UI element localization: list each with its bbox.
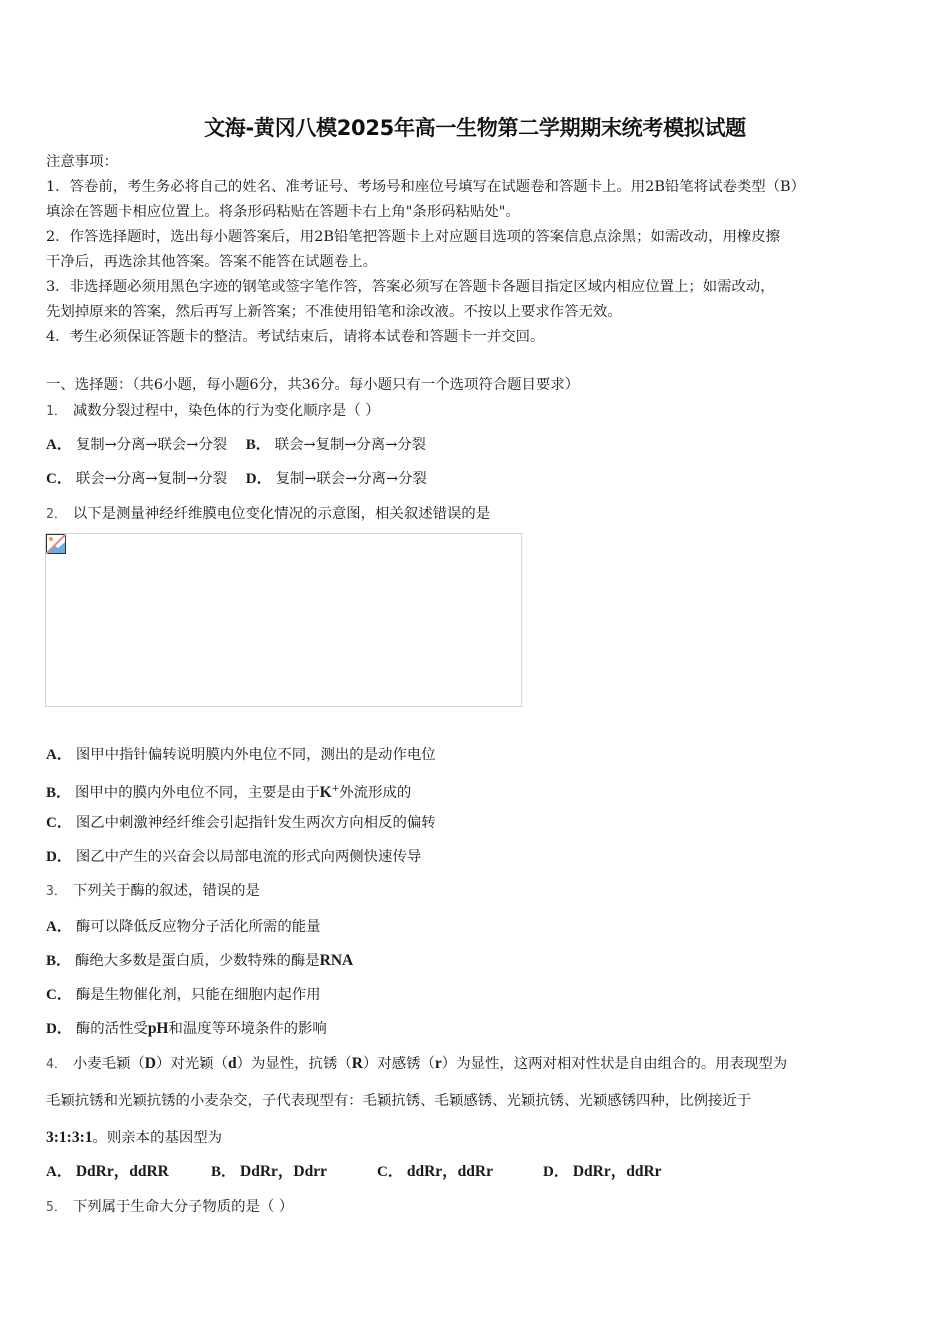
option-letter: C． (46, 987, 72, 1003)
gene-symbol: r (434, 1055, 442, 1072)
option-letter: B． (46, 953, 72, 969)
question-number: 4． (46, 1057, 67, 1072)
option-text: 图甲中指针偏转说明膜内外电位不同，测出的是动作电位 (75, 747, 436, 763)
section-heading: 一、选择题：（共6小题，每小题6分，共36分。每小题只有一个选项符合题目要求） (46, 377, 580, 393)
option-text: DdRr，ddRr (572, 1163, 662, 1180)
option-letter: B． (46, 784, 72, 801)
question-number: 1． (46, 404, 67, 419)
question-text: 小麦毛颖（ (72, 1056, 145, 1072)
question-2-option-d[interactable] (46, 846, 421, 868)
option-d[interactable] (543, 1161, 662, 1183)
option-text: 图甲中的膜内外电位不同，主要是由于 (75, 784, 320, 801)
question-text: 。则亲本的基因型为 (92, 1130, 223, 1146)
option-letter: C． (46, 815, 72, 831)
question-number: 5． (46, 1200, 67, 1215)
option-text: ddRr，ddRr (406, 1163, 493, 1180)
notice-line: 3．非选择题必须用黑色字迹的钢笔或签字笔作答，答案必须写在答题卡各题目指定区域内相应位置上；如需改动， (46, 279, 775, 295)
option-letter: A． (46, 919, 72, 935)
option-letter: D． (46, 849, 72, 865)
notice-line: 2．作答选择题时，选出每小题答案后，用2B铅笔把答题卡上对应题目选项的答案信息点涂黑；如需改动，用橡皮擦 (46, 229, 781, 245)
option-letter: C． (46, 471, 72, 487)
option-text: 图乙中刺激神经纤维会引起指针发生两次方向相反的偏转 (75, 815, 436, 831)
question-4-options-row (46, 1161, 662, 1183)
notice-section (46, 150, 906, 350)
ion-symbol: K (319, 783, 332, 801)
option-letter: A． (46, 747, 72, 763)
document-title: 文海-黄冈八模2025年高一生物第二学期期末统考模拟试题 (204, 116, 746, 140)
option-text: 酶的活性受 (75, 1021, 148, 1037)
option-letter: D． (46, 1021, 72, 1037)
question-3-option-d[interactable] (46, 1018, 327, 1040)
option-a[interactable] (46, 434, 227, 456)
option-text: 图乙中产生的兴奋会以局部电流的形式向两侧快速传导 (75, 849, 422, 865)
option-letter: D． (543, 1164, 569, 1180)
option-text: 酶是生物催化剂，只能在细胞内起作用 (75, 987, 321, 1003)
option-a[interactable] (46, 1161, 211, 1183)
question-text: 减数分裂过程中，染色体的行为变化顺序是（ ） (72, 403, 380, 419)
option-letter: B． (245, 437, 271, 453)
notice-line: 填涂在答题卡相应位置上。将条形码粘贴在答题卡右上角"条形码粘贴处"。 (46, 204, 520, 220)
option-letter: A． (46, 1164, 72, 1180)
ion-charge: + (331, 784, 340, 794)
question-3-stem (46, 880, 260, 903)
question-1-options-row-1 (46, 434, 426, 456)
option-text: 复制→联会→分离→分裂 (275, 471, 427, 487)
question-text: 以下是测量神经纤维膜电位变化情况的示意图，相关叙述错误的是 (72, 506, 491, 522)
question-3-option-a[interactable] (46, 916, 321, 938)
option-text: 复制→分离→联会→分裂 (75, 437, 228, 453)
question-1-options-row-2 (46, 468, 427, 490)
option-text: DdRr，Ddrr (240, 1163, 327, 1180)
option-text: 联会→复制→分离→分裂 (274, 437, 427, 453)
option-letter: C． (377, 1164, 403, 1180)
question-text: ）为显性，抗锈（ (236, 1056, 352, 1072)
gene-symbol: D (144, 1055, 156, 1072)
question-4-stem-line-3 (46, 1127, 222, 1149)
option-latin-term: RNA (319, 952, 354, 969)
question-number: 3． (46, 884, 67, 899)
question-2-stem (46, 503, 490, 526)
option-letter: D． (245, 471, 272, 487)
question-text: 下列关于酶的叙述，错误的是 (72, 883, 260, 899)
notice-line: 1．答卷前，考生务必将自己的姓名、准考证号、考场号和座位号填写在试题卷和答题卡上。用2B铅笔将试卷类型（B） (46, 179, 805, 195)
question-1-stem (46, 400, 380, 423)
question-4-stem-line-1 (46, 1053, 787, 1076)
option-text: 酶绝大多数是蛋白质，少数特殊的酶是 (75, 953, 320, 969)
option-c[interactable] (377, 1161, 543, 1183)
notice-line: 4．考生必须保证答题卡的整洁。考试结束后，请将本试卷和答题卡一并交回。 (46, 329, 545, 345)
question-2-option-b[interactable] (46, 778, 411, 804)
option-text: 外流形成的 (339, 784, 412, 801)
notice-line: 干净后，再选涂其他答案。答案不能答在试题卷上。 (46, 254, 377, 270)
option-text: 酶可以降低反应物分子活化所需的能量 (75, 919, 321, 935)
option-letter: A． (46, 437, 72, 453)
option-b[interactable] (246, 434, 426, 456)
question-2-figure-placeholder (45, 533, 522, 707)
option-latin-term: pH (147, 1020, 169, 1037)
question-text: ）为显性，这两对相对性状是自由组合的。用表现型为 (441, 1056, 788, 1072)
option-c[interactable] (46, 468, 227, 490)
question-2-option-c[interactable] (46, 812, 436, 834)
option-text: DdRr，ddRR (75, 1163, 169, 1180)
notice-heading: 注意事项： (46, 154, 118, 170)
question-4-stem-line-2: 毛颖抗锈和光颖抗锈的小麦杂交，子代表现型有：毛颖抗锈、毛颖感锈、光颖抗锈、光颖感锈四种，比例接近于 (46, 1093, 752, 1109)
question-text: ）对感锈（ (362, 1056, 435, 1072)
option-text: 联会→分离→复制→分裂 (75, 471, 228, 487)
ratio-value: 3:1:3:1 (46, 1129, 93, 1146)
question-text: 下列属于生命大分子物质的是（ ） (72, 1199, 294, 1215)
gene-symbol: d (227, 1055, 237, 1072)
gene-symbol: R (351, 1055, 363, 1072)
question-3-option-c[interactable] (46, 984, 321, 1006)
question-3-option-b[interactable] (46, 950, 353, 972)
notice-line: 先划掉原来的答案，然后再写上新答案；不准使用铅笔和涂改液。不按以上要求作答无效。 (46, 304, 622, 320)
option-text: 和温度等环境条件的影响 (168, 1021, 327, 1037)
question-number: 2． (46, 507, 67, 522)
question-text: ）对光颖（ (156, 1056, 228, 1072)
question-2-option-a[interactable] (46, 744, 436, 766)
option-letter: B． (211, 1164, 237, 1180)
option-d[interactable] (246, 468, 427, 490)
option-b[interactable] (211, 1161, 377, 1183)
broken-image-icon (46, 534, 66, 554)
question-5-stem (46, 1196, 293, 1219)
